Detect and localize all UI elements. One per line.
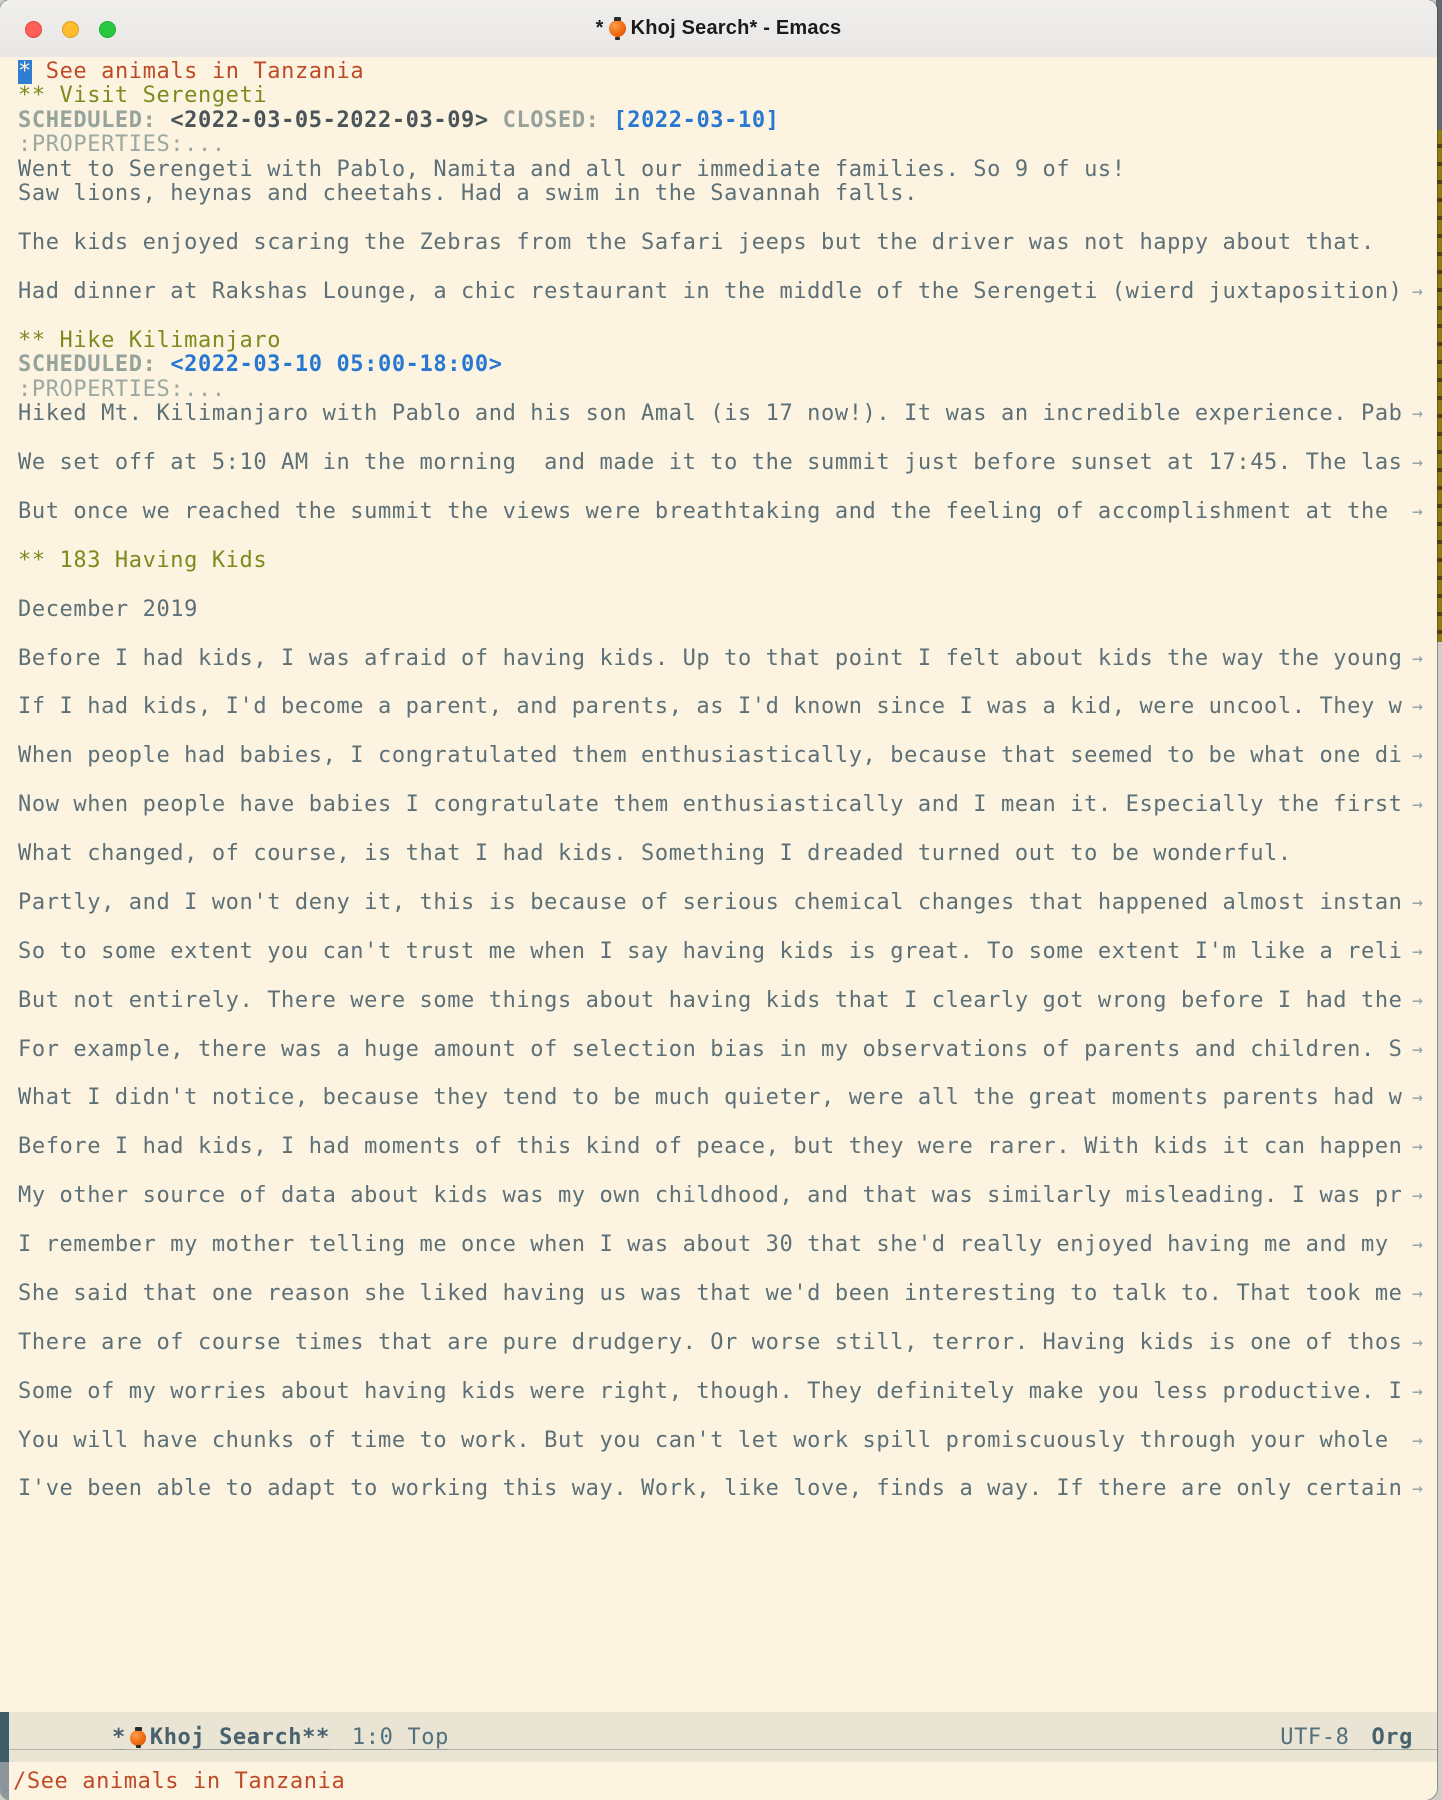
truncation-arrow-icon: →	[1412, 403, 1423, 425]
mode-line	[0, 1712, 1437, 1762]
blank-line[interactable]	[18, 671, 1437, 695]
modeline-right	[1280, 1725, 1413, 1750]
text-line[interactable]	[18, 1184, 1437, 1208]
truncation-arrow-icon: →	[1412, 1282, 1423, 1304]
line-text: The kids enjoyed scaring the Zebras from the Safari jeeps but the driver was not happy about that.	[18, 230, 1375, 256]
modeline-encoding[interactable]: UTF-8	[1280, 1724, 1350, 1750]
org-heading-2-line[interactable]	[18, 549, 1437, 573]
org-heading-1-line[interactable]	[18, 60, 1437, 84]
truncation-arrow-icon: →	[1412, 1038, 1423, 1060]
text-line[interactable]	[18, 647, 1437, 671]
text-line[interactable]	[18, 1380, 1437, 1404]
text-line[interactable]	[18, 989, 1437, 1013]
line-text: If I had kids, I'd become a parent, and parents, as I'd known since I was a kid, were uncool. They w	[18, 694, 1403, 720]
line-text: She said that one reason she liked having us was that we'd been interesting to talk to. That took me	[18, 1280, 1403, 1306]
line-text: ** Visit Serengeti	[18, 83, 268, 109]
minibuffer-search-input[interactable]	[0, 1762, 1437, 1800]
modeline-buffer-star: *	[112, 1724, 126, 1750]
text-line[interactable]	[18, 793, 1437, 817]
truncation-arrow-icon: →	[1412, 891, 1423, 913]
title-text: Khoj Search* - Emacs	[630, 17, 842, 39]
blank-line[interactable]	[18, 1160, 1437, 1184]
text-line[interactable]	[18, 695, 1437, 719]
text-line[interactable]	[18, 402, 1437, 426]
text-line[interactable]	[18, 1429, 1437, 1453]
blank-line[interactable]	[18, 304, 1437, 328]
line-text: CLOSED:	[502, 107, 600, 133]
line-text	[600, 108, 614, 133]
modeline-major-mode[interactable]: Org	[1371, 1724, 1413, 1750]
search-query-text: /See animals in Tanzania	[13, 1768, 346, 1794]
close-button[interactable]	[25, 21, 42, 38]
window-title	[596, 17, 842, 40]
line-text: SCHEDULED:	[18, 352, 157, 378]
text-line[interactable]	[18, 182, 1437, 206]
truncation-arrow-icon: →	[1412, 1234, 1423, 1255]
line-text: But not entirely. There were some things about having kids that I clearly got wrong before I had the	[18, 987, 1403, 1013]
blank-line[interactable]	[18, 720, 1437, 744]
line-text: :PROPERTIES:...	[18, 132, 226, 158]
truncation-arrow-icon: →	[1412, 1478, 1423, 1500]
truncation-arrow-icon: →	[1412, 696, 1423, 718]
truncation-arrow-icon: →	[1412, 500, 1423, 522]
lantern-icon	[130, 1727, 146, 1748]
blank-line[interactable]	[18, 1062, 1437, 1086]
line-text: :PROPERTIES:...	[18, 376, 226, 402]
line-text: For example, there was a huge amount of selection bias in my observations of parents and children. S	[18, 1036, 1403, 1062]
line-text: My other source of data about kids was my own childhood, and that was similarly misleading. I was pr	[18, 1183, 1403, 1209]
text-line[interactable]	[18, 1135, 1437, 1159]
org-heading-2-line[interactable]	[18, 84, 1437, 108]
truncation-arrow-icon: →	[1412, 1087, 1423, 1109]
truncation-arrow-icon: →	[1412, 940, 1423, 962]
text-line[interactable]	[18, 1038, 1437, 1062]
blank-line[interactable]	[18, 769, 1437, 793]
text-line[interactable]	[18, 1086, 1437, 1110]
blank-line[interactable]	[18, 524, 1437, 548]
line-text: So to some extent you can't trust me when I say having kids is great. To some extent I'm like a reli	[18, 938, 1403, 964]
line-text: Before I had kids, I had moments of this kind of peace, but they were rarer. With kids it can happen	[18, 1134, 1403, 1160]
line-text: ** Hike Kilimanjaro	[18, 327, 282, 353]
blank-line[interactable]	[18, 1355, 1437, 1379]
blank-line[interactable]	[18, 475, 1437, 499]
lantern-icon	[609, 17, 626, 40]
truncation-arrow-icon: →	[1412, 794, 1423, 816]
line-text: There are of course times that are pure drudgery. Or worse still, terror. Having kids is one of thos	[18, 1329, 1403, 1355]
modeline-buffer-star-2: *	[316, 1724, 330, 1750]
truncation-arrow-icon: →	[1412, 1380, 1423, 1402]
blank-line[interactable]	[18, 866, 1437, 890]
truncation-arrow-icon: →	[1412, 647, 1423, 669]
truncation-arrow-icon: →	[1412, 280, 1423, 302]
blank-line[interactable]	[18, 427, 1437, 451]
line-text: Hiked Mt. Kilimanjaro with Pablo and his son Amal (is 17 now!). It was an incredible experience. Pab	[18, 401, 1403, 427]
blank-line[interactable]	[18, 915, 1437, 939]
truncation-arrow-icon: →	[1412, 452, 1423, 473]
blank-line[interactable]	[18, 1306, 1437, 1330]
text-line[interactable]	[18, 1477, 1437, 1501]
window-divider-bar[interactable]	[0, 1712, 9, 1762]
org-properties-line[interactable]	[18, 133, 1437, 157]
line-text: Had dinner at Rakshas Lounge, a chic restaurant in the middle of the Serengeti (wierd juxtaposition)	[18, 278, 1403, 304]
blank-line[interactable]	[18, 1404, 1437, 1428]
line-text: What I didn't notice, because they tend to be much quieter, were all the great moments parents had w	[18, 1085, 1403, 1111]
line-text: <2022-03-05-2022-03-09>	[170, 107, 489, 133]
truncation-arrow-icon: →	[1412, 745, 1423, 767]
line-text: ** 183 Having Kids	[18, 547, 268, 573]
blank-line[interactable]	[18, 1209, 1437, 1233]
truncation-arrow-icon: →	[1412, 1429, 1423, 1451]
blank-line[interactable]	[18, 1111, 1437, 1135]
title-bar[interactable]	[0, 0, 1437, 58]
blank-line[interactable]	[18, 573, 1437, 597]
org-scheduled-line[interactable]	[18, 109, 1437, 133]
text-line[interactable]	[18, 598, 1437, 622]
line-text: I remember my mother telling me once when I was about 30 that she'd really enjoyed having me and my	[18, 1232, 1389, 1257]
org-heading-2-line[interactable]	[18, 329, 1437, 353]
line-text: SCHEDULED:	[18, 107, 157, 133]
blank-line[interactable]	[18, 1257, 1437, 1281]
line-text: <2022-03-10 05:00-18:00>	[170, 352, 503, 378]
text-line[interactable]	[18, 842, 1437, 866]
line-text: I've been able to adapt to working this way. Work, like love, finds a way. If there are only certain	[18, 1476, 1403, 1502]
blank-line[interactable]	[18, 622, 1437, 646]
text-line[interactable]	[18, 231, 1437, 255]
title-prefix: *	[595, 17, 604, 39]
modeline-cursor-position: 1:0	[351, 1724, 394, 1750]
org-scheduled-line[interactable]	[18, 353, 1437, 377]
blank-line[interactable]	[18, 1453, 1437, 1477]
blank-line[interactable]	[18, 256, 1437, 280]
minibuffer-divider-bar[interactable]	[0, 1762, 9, 1800]
line-text: Now when people have babies I congratulate them enthusiastically and I mean it. Especially the first	[18, 792, 1403, 818]
org-properties-line[interactable]	[18, 378, 1437, 402]
blank-line[interactable]	[18, 207, 1437, 231]
text-line[interactable]	[18, 744, 1437, 768]
org-buffer[interactable]	[0, 57, 1437, 1712]
text-line[interactable]	[18, 940, 1437, 964]
text-line[interactable]	[18, 451, 1437, 475]
line-text: Partly, and I won't deny it, this is because of serious chemical changes that happened almost instan	[18, 889, 1403, 915]
blank-line[interactable]	[18, 818, 1437, 842]
line-text: Before I had kids, I was afraid of having kids. Up to that point I felt about kids the way the young	[18, 645, 1403, 671]
line-text	[489, 108, 503, 133]
zoom-button[interactable]	[99, 21, 116, 38]
truncation-arrow-icon: →	[1412, 989, 1423, 1011]
line-text: Some of my worries about having kids were right, though. They definitely make you less productive. I	[18, 1378, 1403, 1404]
line-text: But once we reached the summit the views were breathtaking and the feeling of accomplishment at the	[18, 498, 1389, 524]
blank-line[interactable]	[18, 1013, 1437, 1037]
modeline-buffer-name[interactable]: Khoj Search*	[149, 1724, 317, 1750]
line-text: Saw lions, heynas and cheetahs. Had a swim in the Savannah falls.	[18, 181, 918, 207]
text-cursor: *	[18, 59, 32, 84]
line-text: Went to Serengeti with Pablo, Namita and all our immediate families. So 9 of us!	[18, 156, 1126, 182]
truncation-arrow-icon: →	[1412, 1331, 1423, 1353]
line-text: You will have chunks of time to work. But you can't let work spill promiscuously through your whole	[18, 1427, 1389, 1453]
line-text	[156, 108, 170, 133]
text-line[interactable]	[18, 280, 1437, 304]
line-text: [2022-03-10]	[613, 107, 780, 133]
truncation-arrow-icon: →	[1412, 1185, 1423, 1207]
text-line[interactable]	[18, 1331, 1437, 1355]
modeline-scroll-location: Top	[407, 1724, 449, 1750]
text-line[interactable]	[18, 500, 1437, 524]
minimize-button[interactable]	[62, 21, 79, 38]
line-text	[156, 352, 170, 377]
text-line[interactable]	[18, 158, 1437, 182]
text-line[interactable]	[18, 1233, 1437, 1257]
line-text: We set off at 5:10 AM in the morning and made it to the summit just before sunset at 17:45. The las	[18, 450, 1403, 475]
text-line[interactable]	[18, 891, 1437, 915]
truncation-arrow-icon: →	[1412, 1136, 1423, 1158]
line-text: December 2019	[18, 596, 198, 622]
line-text: What changed, of course, is that I had kids. Something I dreaded turned out to be wonderful.	[18, 841, 1292, 866]
modeline-left	[112, 1725, 449, 1750]
line-text: When people had babies, I congratulated them enthusiastically, because that seemed to be what one di	[18, 743, 1403, 769]
line-text: See animals in Tanzania	[31, 59, 365, 84]
text-line[interactable]	[18, 1282, 1437, 1306]
traffic-lights	[25, 21, 116, 38]
blank-line[interactable]	[18, 964, 1437, 988]
